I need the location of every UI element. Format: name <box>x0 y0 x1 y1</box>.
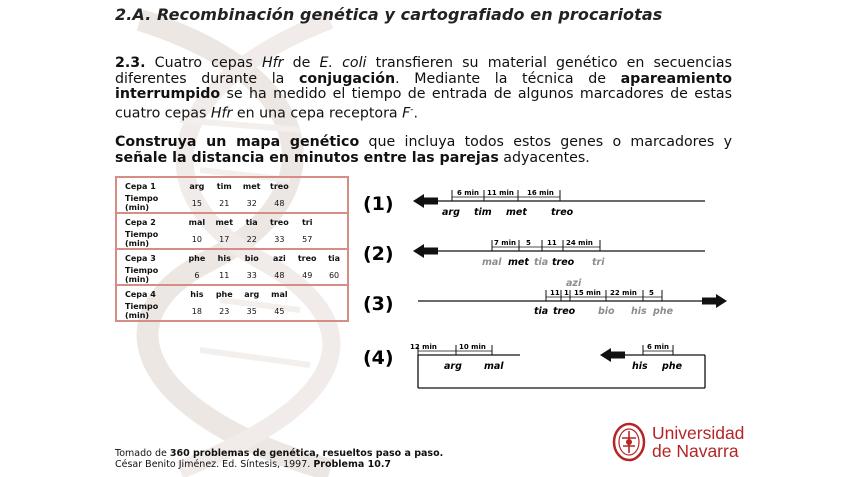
gene-label: mal <box>482 257 502 268</box>
text-fragment: en una cepa receptora <box>232 105 403 122</box>
distance-label: 11 <box>550 289 560 297</box>
table-row <box>116 230 348 249</box>
gene-label: phe <box>653 306 674 317</box>
university-name <box>652 424 744 460</box>
distance-label: 6 min <box>457 189 479 197</box>
table-row <box>116 177 348 194</box>
time-cell: 45 <box>265 302 293 321</box>
gene-cell: tim <box>211 177 238 194</box>
transfer-arrow-right <box>716 294 727 308</box>
time-cell: 11 <box>211 266 238 285</box>
empty-cell <box>321 213 348 230</box>
distance-label: 1 <box>564 289 569 297</box>
time-cell: 15 <box>183 194 210 213</box>
citation-line-1 <box>115 448 443 459</box>
distance-label: 15 min <box>574 289 601 297</box>
problem-statement <box>115 56 732 122</box>
transfer-arrow-left <box>424 248 438 255</box>
gene-cell: tia <box>238 213 265 230</box>
gene-cell: met <box>211 213 238 230</box>
map-label: (3) <box>363 293 394 315</box>
time-cell: 48 <box>265 266 293 285</box>
empty-cell <box>321 285 348 302</box>
text-fragment: adyacentes. <box>498 149 590 166</box>
distance-label: 5 <box>526 239 531 247</box>
distance-label: 5 <box>649 289 654 297</box>
transfer-arrow-right <box>702 298 716 305</box>
time-cell: 32 <box>238 194 265 213</box>
gene-label: met <box>508 257 529 268</box>
hfr-term: Hfr <box>210 105 233 122</box>
gene-label: mal <box>484 361 504 372</box>
gene-maps-diagram <box>360 180 740 395</box>
gene-label-azi: azi <box>566 278 582 289</box>
gene-cell: phe <box>183 249 210 266</box>
question-bold: Construya un mapa genético <box>115 134 360 150</box>
university-name-line: Universidad <box>652 423 745 443</box>
gene-label: treo <box>551 207 574 218</box>
gene-cell: arg <box>183 177 210 194</box>
empty-cell <box>293 177 321 194</box>
empty-cell <box>293 194 321 213</box>
table-row <box>116 285 348 302</box>
gene-label: tia <box>534 306 549 317</box>
text-fragment: . Mediante la técnica de <box>395 70 621 87</box>
time-cell: 22 <box>238 230 265 249</box>
map-2 <box>363 239 705 268</box>
empty-cell <box>321 302 348 321</box>
distance-label: 11 min <box>487 189 514 197</box>
gene-label: tia <box>534 257 549 268</box>
gene-cell: treo <box>265 213 293 230</box>
book-title: 360 problemas de genética, resueltos paso a paso. <box>169 448 444 459</box>
time-cell: 17 <box>211 230 238 249</box>
problem-question <box>115 135 732 166</box>
university-name-line: de Navarra <box>652 441 739 461</box>
map-label: (1) <box>363 193 394 215</box>
time-cell: 21 <box>211 194 238 213</box>
gene-cell: his <box>211 249 238 266</box>
time-label: Tiempo (min) <box>116 194 183 213</box>
map-4 <box>363 343 705 388</box>
strain-name: Cepa 4 <box>116 285 183 302</box>
gene-cell: treo <box>293 249 321 266</box>
gene-label: treo <box>552 257 575 268</box>
distance-label: 12 min <box>410 343 437 351</box>
distance-label: 24 min <box>566 239 593 247</box>
citation-line-2 <box>115 459 443 470</box>
gene-label: phe <box>662 361 683 372</box>
text-fragment: César Benito Jiménez. Ed. Síntesis, 1997. <box>115 459 314 470</box>
conjugacion-term: conjugación <box>298 70 396 87</box>
table-row <box>116 249 348 266</box>
hfr-term: Hfr <box>261 55 284 71</box>
source-citation <box>115 448 443 470</box>
empty-cell <box>293 302 321 321</box>
time-cell: 60 <box>321 266 348 285</box>
receptor-term: F <box>402 105 411 122</box>
map-1 <box>363 189 705 218</box>
strain-name: Cepa 1 <box>116 177 183 194</box>
time-cell: 49 <box>293 266 321 285</box>
gene-cell: mal <box>265 285 293 302</box>
table-row <box>116 213 348 230</box>
gene-label: treo <box>553 306 576 317</box>
gene-cell: azi <box>265 249 293 266</box>
map-3 <box>363 278 727 317</box>
distance-label: 6 min <box>647 343 669 351</box>
problem-number: 2.3. <box>115 55 146 71</box>
transfer-arrow-left <box>424 198 438 205</box>
apareamiento-term: apareamiento interrumpido <box>115 70 732 102</box>
text-fragment: Cuatro cepas <box>145 55 262 71</box>
gene-cell: mal <box>183 213 210 230</box>
gene-cell: his <box>183 285 210 302</box>
receptor-superscript: - <box>410 104 414 115</box>
time-label: Tiempo (min) <box>116 230 183 249</box>
text-fragment: se ha medido el tiempo de entrada de algunos marcadores de estas cuatro cepas <box>115 86 732 122</box>
gene-label: bio <box>598 306 615 317</box>
university-logo <box>612 422 744 462</box>
gene-cell: bio <box>238 249 265 266</box>
time-cell: 33 <box>265 230 293 249</box>
time-label: Tiempo (min) <box>116 266 183 285</box>
gene-label: arg <box>442 207 460 218</box>
empty-cell <box>293 285 321 302</box>
transfer-arrow-left <box>413 244 424 258</box>
time-cell: 48 <box>265 194 293 213</box>
strain-name: Cepa 3 <box>116 249 183 266</box>
question-bold: señale la distancia en minutos entre las parejas <box>115 149 499 166</box>
time-cell: 18 <box>183 302 210 321</box>
transfer-arrow-left <box>611 352 625 359</box>
map-label: (4) <box>363 347 394 369</box>
distance-label: 7 min <box>494 239 516 247</box>
text-fragment: . <box>413 105 419 122</box>
gene-label: tim <box>474 207 492 218</box>
gene-cell: arg <box>238 285 265 302</box>
table-row <box>116 194 348 213</box>
gene-label: met <box>506 207 527 218</box>
time-cell: 10 <box>183 230 210 249</box>
text-fragment: que incluya todos estos genes o marcadores y <box>359 134 732 150</box>
problem-reference: Problema 10.7 <box>313 459 392 470</box>
distance-label: 10 min <box>459 343 486 351</box>
gene-cell: tri <box>293 213 321 230</box>
gene-label: arg <box>444 361 462 372</box>
text-fragment: de <box>283 55 320 71</box>
time-cell: 33 <box>238 266 265 285</box>
transfer-arrow-left <box>600 348 611 362</box>
gene-label: tri <box>592 257 605 268</box>
table-row <box>116 266 348 285</box>
map-label: (2) <box>363 243 394 265</box>
university-seal-icon <box>612 422 646 462</box>
distance-label: 22 min <box>610 289 637 297</box>
ecoli-term: E. coli <box>319 55 367 71</box>
transfer-arrow-left <box>413 194 424 208</box>
time-label: Tiempo (min) <box>116 302 183 321</box>
time-cell: 35 <box>238 302 265 321</box>
gene-cell: phe <box>211 285 238 302</box>
time-cell: 23 <box>211 302 238 321</box>
text-fragment: transfieren su material genético en secuencias diferentes durante la <box>115 55 732 87</box>
gene-cell: met <box>238 177 265 194</box>
empty-cell <box>321 194 348 213</box>
empty-cell <box>321 230 348 249</box>
slide-title: 2.A. Recombinación genética y cartografiado en procariotas <box>115 5 663 24</box>
strains-table <box>115 176 349 322</box>
time-cell: 57 <box>293 230 321 249</box>
gene-label: his <box>632 361 648 372</box>
text-fragment: Tomado de <box>115 448 170 459</box>
distance-label: 11 <box>547 239 557 247</box>
table-row <box>116 302 348 321</box>
time-cell: 6 <box>183 266 210 285</box>
gene-cell: treo <box>265 177 293 194</box>
gene-label: his <box>631 306 647 317</box>
strain-name: Cepa 2 <box>116 213 183 230</box>
distance-label: 16 min <box>527 189 554 197</box>
empty-cell <box>321 177 348 194</box>
gene-cell: tia <box>321 249 348 266</box>
